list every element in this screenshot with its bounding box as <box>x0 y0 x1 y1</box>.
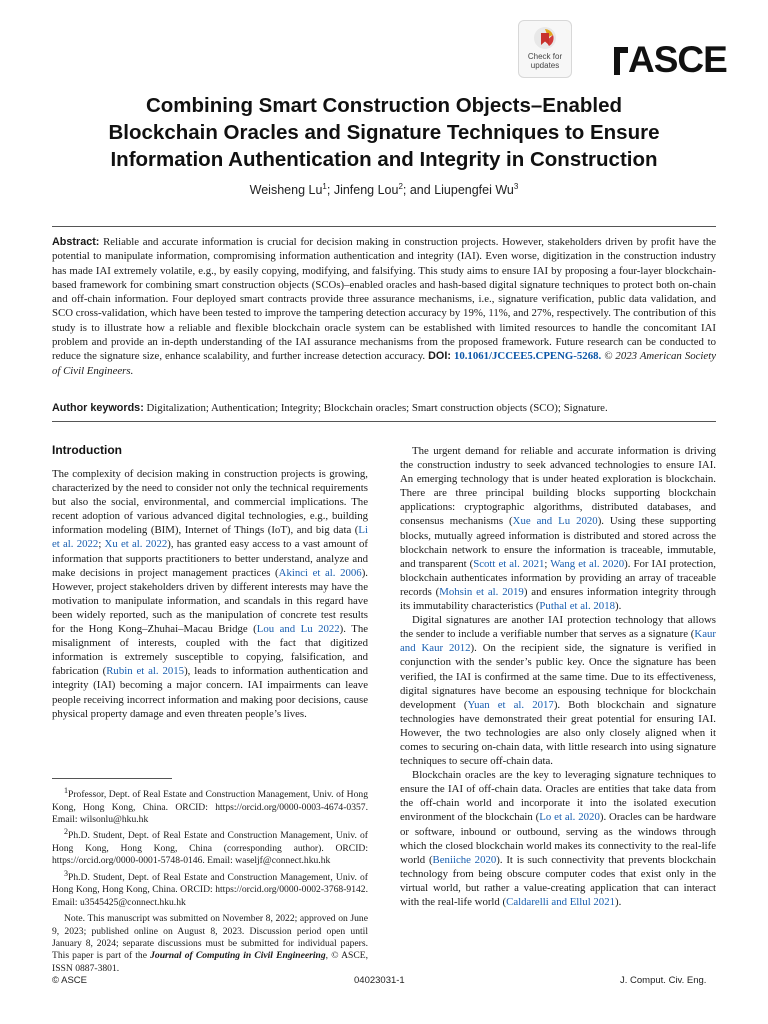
footnote <box>52 785 368 826</box>
citation-link[interactable]: Li et al. 2022 <box>52 524 368 551</box>
doi-label: DOI: <box>428 350 451 363</box>
footnote <box>52 826 368 867</box>
text-run: ). For IAI protection, blockchain authenticates information by providing an array of traceable records ( <box>400 557 717 598</box>
keywords-label: Author keywords: <box>52 402 144 414</box>
section-heading-introduction: Introduction <box>52 443 122 457</box>
citation-link[interactable]: Beniiche 2020 <box>432 853 497 866</box>
text-run: ). However, project stakeholders driven by different interests may have the motivation to manipulate information, and scandals in this regard have been widely reported, such as the manipulation of concrete test results for the Hong Kong–Zhuhai–Macau Bridge ( <box>52 566 368 636</box>
intro-paragraph <box>52 467 368 721</box>
author-name: Jinfeng Lou <box>333 183 399 198</box>
copyright-notice: © 2023 American Society of Civil Engineers. <box>52 350 716 377</box>
footnote-mark: 3 <box>64 868 68 878</box>
citation-link[interactable]: Rubin et al. 2015 <box>106 665 185 678</box>
citation-link[interactable]: Xu et al. 2022 <box>104 538 168 551</box>
author-affiliation-mark: 3 <box>513 182 519 191</box>
text-run: ). <box>615 896 622 908</box>
asce-logo <box>612 39 727 84</box>
footnotes <box>52 785 368 975</box>
text-run: ). <box>615 600 622 613</box>
asce-wordmark: ASCE <box>628 39 727 80</box>
citation-link[interactable]: Wang et al. 2020 <box>550 557 625 570</box>
citation-link[interactable]: Kaur and Kaur 2012 <box>400 628 716 655</box>
footnote-text: Ph.D. Student, Dept. of Real Estate and Construction Management, Univ. of Hong Kong, Hong Kong, China (corresponding author). ORCID: https://orcid.org/0000-0001-5748-0146. Email: waseljf@connect.hku.hk <box>52 830 368 867</box>
note-text: , © ASCE, ISSN 0887-3801. <box>52 950 368 974</box>
text-run: Blockchain oracles are the key to leveraging signature techniques to ensure the IAI of off-chain data. Oracles are entities that take data from the off-chain world and incorporate it into the isolated execution environment of the blockchain ( <box>400 769 716 824</box>
footnote-text: Ph.D. Student, Dept. of Real Estate and Construction Management, Univ. of Hong Kong, Hong Kong, China. ORCID: https://orcid.org/0000-0002-3768-9142. Email: u3545425@connect.hku.hk <box>52 872 368 908</box>
footer-article-number: 04023031-1 <box>354 975 405 986</box>
text-run: ; <box>98 538 105 551</box>
citation-link[interactable]: Puthal et al. 2018 <box>539 600 615 613</box>
footnote-text: Professor, Dept. of Real Estate and Construction Management, Univ. of Hong Kong, Hong Kong, China. ORCID: https://orcid.org/0000-0003-4674-0357. Email: wilsonlu@hku.hk <box>52 789 368 825</box>
abstract-top-rule <box>52 226 716 227</box>
manuscript-note <box>52 913 368 975</box>
title-line: Information Authentication and Integrity in Construction <box>110 148 658 171</box>
footnote <box>52 868 368 909</box>
text-run: ), leads to information authentication and integrity (IAI) becoming a major concern. IAI impairments can leave people receiving incorrect information and making poor decisions, cause physical property damage and even threaten people’s lives. <box>52 665 368 720</box>
citation-link[interactable]: Mohsin et al. 2019 <box>439 585 524 598</box>
check-for-updates-badge[interactable] <box>518 20 572 78</box>
citation-link[interactable]: Caldarelli and Ellul 2021 <box>506 896 615 908</box>
abstract-text: Reliable and accurate information is crucial for decision making in construction projects. However, stakeholders driven by profit have the potential to manipulate information, compromising information authentication and integrity (IAI). Even worse, digitization in the construction industry has made IAI extremely volatile, e.g., by easily copying, modifying, and falsifying. This study aims to ensure IAI by proposing a four-layer blockchain-based framework for combining smart construction objects (SCOs)–enabled oracles and hash-based digital signature techniques to protect both on-chain and off-chain information. Four deployed smart contracts provide three assurance mechanisms, i.e., signature verification, public data validation, and SCO cross-validation, which have been tested to improve the tampering detection accuracy by 19%, 11%, and 27%, respectively. The contribution of this study is to illustrate how a reliable and flexible blockchain oracle system can be established with limited resources to handle the concomitant IAI problem and provide an in-depth understanding of the IAI assurance mechanisms from the proposed framework. Future research can be conducted to reduce the signature size, enhance scalability, and further increase detection accuracy. <box>52 236 717 363</box>
author-keywords <box>52 401 716 415</box>
text-run: ). Using these supporting blocks, mutually agreed information is distributed and stored across the blockchain network to ensure the information is traceable, immutable, and transparent ( <box>400 515 717 570</box>
note-text: Note. This manuscript was submitted on November 8, 2022; approved on June 9, 2023; published online on August 8, 2023. Discussion period open until January 8, 2024; separate discussions must be submitted for individual papers. This paper is part of the <box>52 913 368 962</box>
footnote-mark: 2 <box>64 827 68 837</box>
title-line: Blockchain Oracles and Signature Techniques to Ensure <box>108 121 660 144</box>
text-run: ). On the recipient side, the signature is verified in conjunction with the sender’s public key. Once the signature has been verified, the IAI is confirmed at the same time. Due to its effectiveness, digital signatures have become an espousing technique for blockchain development ( <box>400 642 716 711</box>
check-for-updates-label: Check for updates <box>527 52 563 70</box>
body-paragraph <box>400 444 716 613</box>
text-run: ). It is such connectivity that prevents blockchain technology from being obscure computer codes that exist only in the virtual world, but rather a value-creating application that can interact with the real-life world ( <box>400 853 716 908</box>
doi-link[interactable]: 10.1061/JCCEE5.CPENG-5268. <box>453 350 602 363</box>
citation-link[interactable]: Scott et al. 2021 <box>473 557 545 570</box>
author-affiliation-mark: 2 <box>398 182 403 191</box>
article-title <box>40 92 728 173</box>
text-run: ). Oracles can be hardware or software, inbound or outbound, serving as the windows through which the closed blockchain world makes its connectivity to the real-life world ( <box>400 811 717 866</box>
footer-copyright: © ASCE <box>52 975 87 986</box>
author-name: Weisheng Lu <box>249 183 323 198</box>
citation-link[interactable]: Lou and Lu 2022 <box>256 623 340 636</box>
author-separator: ; <box>326 183 334 198</box>
body-paragraph <box>400 768 716 909</box>
citation-link[interactable]: Akinci et al. 2006 <box>278 566 362 579</box>
text-run: ). Both blockchain and signature technologies have demonstrated their great potential for ensuring IAI. However, the two technologies are also only closely aligned when it comes to securing on-chain data, with little research into using signature techniques to secure off-chain data. <box>400 698 717 768</box>
author-affiliation-mark: 1 <box>322 182 327 191</box>
text-run: The urgent demand for reliable and accurate information is driving the construction industry to seek advanced technologies to ensure IAI. An emerging technology that is under heated exploration is blockchain. There are three principal building blocks supporting blockchain applications: cryptographic algorithms, distributed databases, and consensus mechanisms ( <box>400 445 716 528</box>
text-run: Digital signatures are another IAI protection technology that allows the sender to include a verifiable number that serves as a signature ( <box>400 614 716 641</box>
footer-journal-abbrev: J. Comput. Civ. Eng. <box>620 975 707 986</box>
citation-link[interactable]: Yuan et al. 2017 <box>467 698 554 711</box>
text-run: ) and ensures information integrity through its immutability characteristics ( <box>400 585 716 613</box>
abstract <box>52 235 716 378</box>
footnote-rule <box>52 778 172 779</box>
citation-link[interactable]: Lo et al. 2020 <box>539 811 600 824</box>
text-run: ). The misalignment of interests, coupled with the fact that digitized information is extremely susceptible to copying, falsification, and fabrication ( <box>52 623 369 678</box>
citation-link[interactable]: Xue and Lu 2020 <box>512 515 598 528</box>
body-paragraph <box>400 613 716 768</box>
author-separator: ; and <box>402 183 435 198</box>
bookmark-icon <box>533 26 557 50</box>
abstract-label: Abstract: <box>52 236 100 248</box>
text-run: The complexity of decision making in construction projects is growing, characterized by the need to consider not only the technical requirements but also the social, environmental, and commercial implications. The recent adoption of various advanced digital technologies, e.g., building information modeling (BIM), Internet of Things (IoT), and big data ( <box>52 468 368 537</box>
text-run: ; <box>544 557 551 570</box>
title-line: Combining Smart Construction Objects–Enabled <box>145 94 623 117</box>
footnote-mark: 1 <box>64 786 68 795</box>
keywords-text: Digitalization; Authentication; Integrity; Blockchain oracles; Smart construction objects (SCO); Signature. <box>146 402 608 414</box>
author-name: Liupengfei Wu <box>434 183 514 198</box>
right-column <box>400 444 716 909</box>
journal-name: Journal of Computing in Civil Engineering <box>150 950 326 962</box>
keywords-bottom-rule <box>52 421 716 422</box>
author-list <box>40 182 728 197</box>
text-run: ), has granted easy access to a vast amount of information that supports practitioners to better understand, analyze and make decisions in project management practices ( <box>52 538 368 579</box>
